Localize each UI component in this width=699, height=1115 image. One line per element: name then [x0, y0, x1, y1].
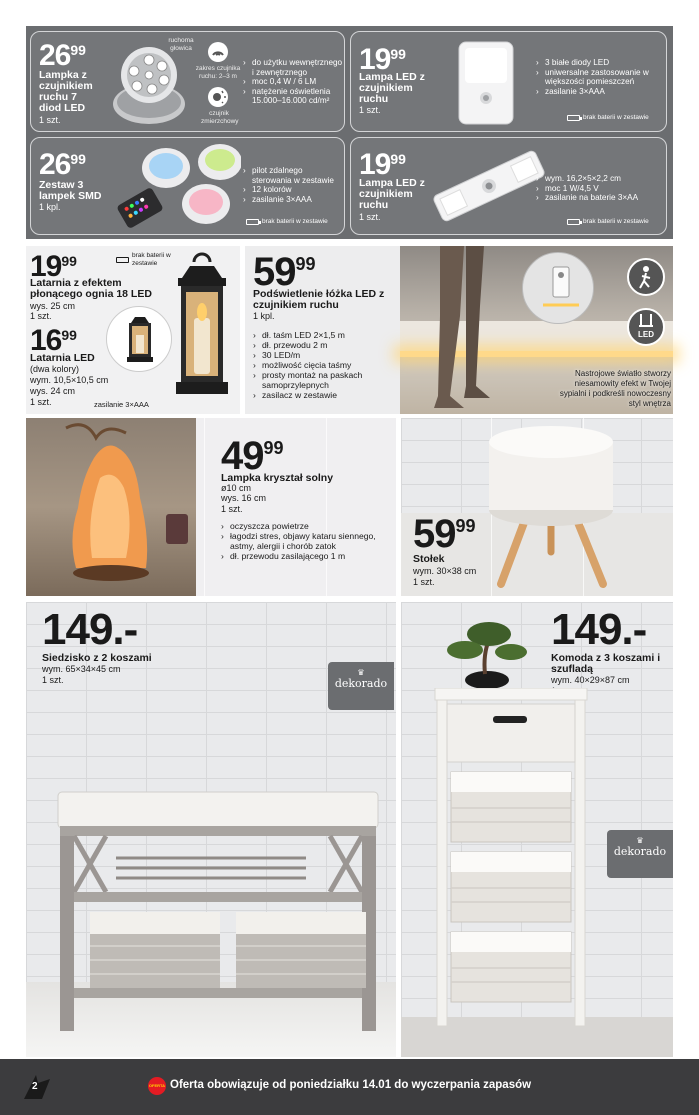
motion-lamp-image [104, 42, 204, 130]
feature-item: › wym. 16,2×5×2,2 cm [536, 174, 664, 184]
feature-item: › możliwość cięcia taśmy [253, 360, 401, 370]
led-bar-image [429, 142, 549, 230]
product-name: Komoda z 3 koszami i szufladą [551, 652, 661, 675]
battery-icon [567, 115, 580, 121]
battery-note [567, 218, 649, 225]
label-dusk-sensor: czujnik zmierzchowy [201, 110, 239, 125]
brand-logo-dekorado [328, 662, 394, 710]
product-card-smd-lamp-set[interactable] [30, 137, 345, 235]
product-card-salt-lamp[interactable] [26, 418, 396, 596]
stool-image [481, 420, 621, 590]
battery-icon [246, 219, 259, 225]
battery-note [246, 218, 328, 225]
feature-item: › dł. przewodu zasilającego 1 m [221, 551, 393, 561]
brand-crown-icon: ♛ [357, 668, 365, 677]
product-card-bench[interactable] [26, 602, 396, 1057]
led-lamp-image [451, 38, 521, 128]
price: $19^{99}$ [359, 148, 406, 181]
salt-lamp-photo [26, 418, 196, 596]
product-card-led-motion-lamp-bar[interactable] [350, 137, 667, 235]
product-card-stool[interactable] [401, 418, 673, 596]
product-size: wym. 10,5×10,5 cm [30, 375, 109, 385]
brand-crown-icon: ♛ [636, 836, 644, 845]
price: $49^{99}$ [221, 434, 284, 478]
brand-name: dekorado [613, 845, 667, 858]
product-qty: 1 szt. [359, 105, 381, 115]
label-movable-head: ruchoma głowica [168, 37, 194, 52]
feature-item: › prosty montaż na paskach samoprzylepnych [253, 370, 401, 390]
smd-lamps-image [116, 140, 241, 234]
price: 149.- [551, 605, 647, 654]
feature-item: › uniwersalne zastosowanie w większości pomieszczeń [536, 68, 664, 87]
price: $59^{99}$ [413, 512, 476, 556]
battery-icon [116, 257, 129, 263]
price-lantern-led: $16^{99}$ [30, 324, 77, 357]
product-name: Stołek [413, 553, 445, 565]
motion-range-icon [208, 42, 228, 62]
battery-note-text: brak baterii w zestawie [583, 114, 649, 121]
product-card-led-motion-lamp[interactable] [350, 31, 667, 132]
price: $19^{99}$ [359, 43, 406, 76]
footer-bar [0, 1059, 699, 1115]
price-lantern-flame: $19^{99}$ [30, 250, 77, 283]
motion-person-icon [627, 258, 665, 296]
feature-item: › oczyszcza powietrze [221, 521, 393, 531]
battery-note-text: brak baterii w zestawie [262, 218, 328, 225]
feature-list [221, 521, 393, 561]
product-qty: 1 szt. [42, 675, 64, 685]
product-qty: 1 szt. [359, 212, 381, 222]
product-qty: 1 szt. [30, 311, 52, 321]
dresser-image [431, 688, 591, 1028]
brand-name: dekorado [334, 677, 388, 690]
product-card-lanterns[interactable] [26, 246, 240, 414]
product-name: Lampa LED z czujnikiem ruchu [359, 71, 425, 105]
feature-item: › łagodzi stres, objawy kataru siennego, astmy, alergii i chorób zatok [221, 531, 393, 551]
product-name: Lampka z czujnikiem ruchu 7 diod LED [39, 69, 93, 114]
battery-icon [567, 219, 580, 225]
feature-item: › 30 LED/m [253, 350, 401, 360]
product-qty: 1 szt. [30, 397, 52, 407]
dusk-sensor-icon [208, 87, 228, 107]
battery-note [567, 114, 649, 121]
bed-light-caption: Nastrojowe światło stworzy niesamowity efekt w Twojej sypialni i podkreśli nowoczesny styl wnętrza [559, 369, 671, 408]
feature-list [243, 166, 343, 204]
bed-light-photo [400, 246, 673, 414]
feature-item: › natężenie oświetlenia 15.000–16.000 cd/m² [243, 87, 343, 106]
product-name: Siedzisko z 2 koszami [42, 652, 152, 664]
product-qty: 1 szt. [221, 504, 243, 514]
lantern-small-image [106, 306, 172, 372]
feature-item: › dł. przewodu 2 m [253, 340, 401, 350]
product-name: Zestaw 3 lampek SMD [39, 179, 102, 202]
bonsai-plant-image [439, 610, 529, 690]
lantern-large-image [164, 248, 240, 404]
feature-list [243, 58, 343, 106]
feature-item: › pilot zdalnego sterowania w zestawie [243, 166, 343, 185]
feature-item: › moc 1 W/4,5 V [536, 184, 664, 194]
product-size: wym. 30×38 cm [413, 566, 477, 576]
battery-note-text: brak baterii w zestawie [132, 252, 171, 267]
price: $59^{99}$ [253, 250, 316, 294]
product-card-motion-lamp-7led[interactable] [30, 31, 345, 132]
product-size: wys. 25 cm [30, 301, 76, 311]
product-variant: (dwa kolory) [30, 364, 80, 374]
product-size: wym. 65×34×45 cm [42, 664, 121, 674]
product-name: Podświetlenie łóżka LED z czujnikiem ruchu [253, 288, 385, 311]
label-sensor-range: zakres czujnika ruchu: 2–3 m [195, 65, 241, 80]
feature-item: › 12 kolorów [243, 185, 343, 195]
power-note: zasilanie 3×AAA [94, 400, 149, 409]
feature-item: › do użytku wewnętrznego i zewnętrznego [243, 58, 343, 77]
feature-list [536, 58, 664, 96]
page-number-badge [22, 1073, 52, 1101]
product-qty: 1 kpl. [39, 202, 61, 212]
feature-item: › zasilanie 3×AAA [536, 87, 664, 97]
led-bulb-icon [627, 308, 665, 346]
feature-item: › 3 białe diody LED [536, 58, 664, 68]
page-number: 2 [32, 1081, 38, 1092]
feature-item: › dł. taśm LED 2×1,5 m [253, 330, 401, 340]
brand-logo-dekorado [607, 830, 673, 878]
led-icon-label: LED [638, 330, 654, 339]
feature-item: › zasilanie na baterie 3×AA [536, 193, 664, 203]
bench-image [46, 762, 386, 1037]
feature-item: › zasilanie 3×AAA [243, 195, 343, 205]
feature-item: › zasilacz w zestawie [253, 390, 401, 400]
battery-note-text: brak baterii w zestawie [583, 218, 649, 225]
product-name: Latarnia z efektem płonącego ognia 18 LED [30, 277, 152, 300]
price: $26^{99}$ [39, 148, 86, 181]
product-qty: 1 szt. [39, 115, 61, 125]
product-size: ø10 cm [221, 483, 252, 493]
product-size: wys. 24 cm [30, 386, 76, 396]
product-name: Lampka kryształ solny [221, 472, 334, 484]
feature-list [536, 174, 664, 203]
product-name: Lampa LED z czujnikiem ruchu [359, 177, 425, 211]
product-size: wym. 40×29×87 cm [551, 675, 630, 685]
product-name: Latarnia LED [30, 352, 95, 364]
price: 149.- [42, 605, 138, 654]
offer-badge-icon: OFERTA [148, 1077, 166, 1095]
sensor-detail-image [522, 252, 594, 324]
product-size: wys. 16 cm [221, 493, 267, 503]
feature-list [253, 330, 401, 400]
offer-validity-text: Oferta obowiązuje od poniedziałku 14.01 do wyczerpania zapasów [170, 1079, 532, 1091]
product-card-dresser[interactable] [401, 602, 673, 1057]
price: $26^{99}$ [39, 39, 86, 72]
product-qty: 1 kpl. [253, 311, 275, 321]
product-qty: 1 szt. [413, 577, 435, 587]
feature-item: › moc 0,4 W / 6 LM [243, 77, 343, 87]
product-card-bed-light[interactable] [245, 246, 673, 414]
